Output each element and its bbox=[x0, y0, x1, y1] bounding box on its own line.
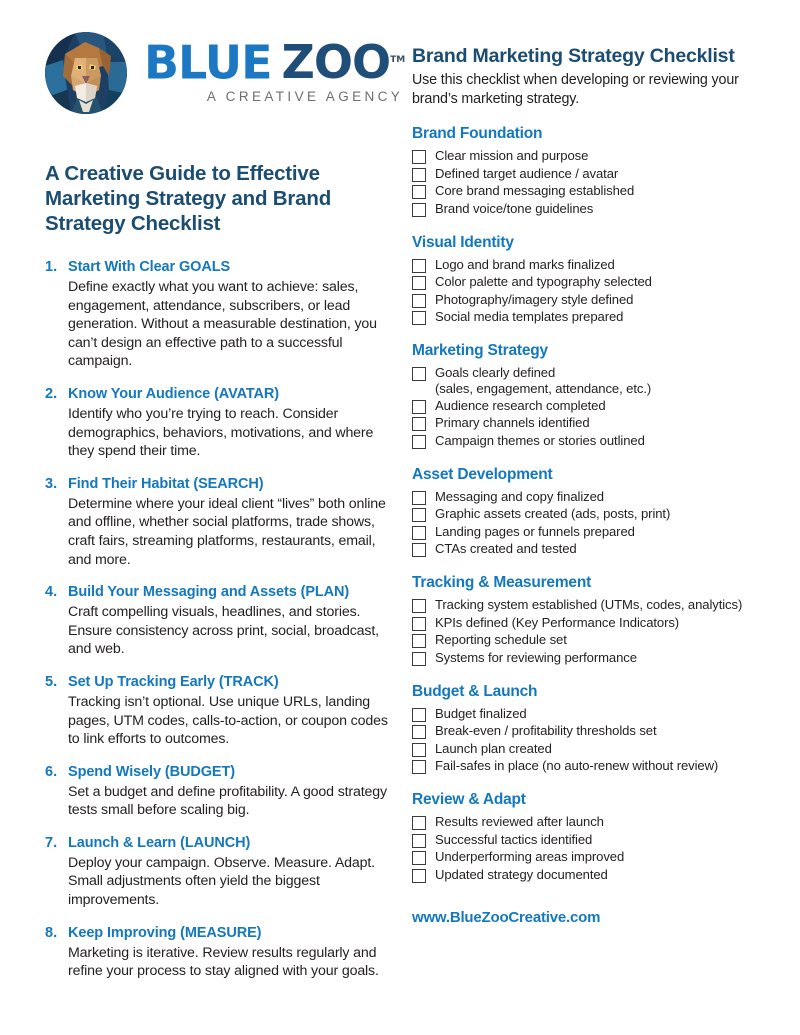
checklist-item-label-line2: (sales, engagement, attendance, etc.) bbox=[435, 380, 652, 396]
checkbox-icon[interactable] bbox=[412, 491, 426, 505]
step-title: Know Your Audience (AVATAR) bbox=[68, 385, 280, 402]
checklist-item[interactable] bbox=[412, 723, 762, 739]
checklist-item-label: CTAs created and tested bbox=[435, 541, 577, 557]
checklist-item[interactable] bbox=[412, 615, 762, 631]
checklist-item-label: Results reviewed after launch bbox=[435, 814, 604, 830]
checklist-section-budget-launch bbox=[412, 683, 762, 775]
checkbox-icon[interactable] bbox=[412, 259, 426, 273]
checklist-item-label: Break-even / profitability thresholds set bbox=[435, 723, 657, 739]
step-title: Build Your Messaging and Assets (PLAN) bbox=[68, 584, 350, 601]
step-text: Define exactly what you want to achieve: sales, engagement, attendance, subscribers, or lead generation. Without a measurable destination, you can’t design an effective path to a successful campaign. bbox=[68, 279, 377, 370]
brand-logo-lockup bbox=[45, 30, 406, 125]
checklist-item[interactable] bbox=[412, 650, 762, 666]
checklist-section-review-adapt bbox=[412, 791, 762, 883]
checklist-item-label: Core brand messaging established bbox=[435, 183, 635, 199]
step-text: Marketing is iterative. Review results regularly and refine your process to stay aligned with your goals. bbox=[68, 944, 379, 980]
checklist-item-label: Systems for reviewing performance bbox=[435, 649, 637, 665]
checklist-item-label: Messaging and copy finalized bbox=[435, 488, 604, 504]
checklist-item[interactable] bbox=[412, 814, 762, 830]
checkbox-icon[interactable] bbox=[412, 816, 426, 830]
checkbox-icon[interactable] bbox=[412, 150, 426, 164]
trademark-symbol: TM bbox=[390, 55, 406, 65]
checklist-item[interactable] bbox=[412, 489, 762, 505]
checklist-item-label: Logo and brand marks finalized bbox=[435, 256, 615, 272]
checklist-item-label: Tracking system established (UTMs, codes, analytics) bbox=[435, 597, 743, 613]
lion-head-logo-icon bbox=[45, 32, 127, 114]
checkbox-icon[interactable] bbox=[412, 168, 426, 182]
checklist-item-label: Audience research completed bbox=[435, 397, 606, 413]
section-heading: Brand Foundation bbox=[412, 125, 543, 143]
step-title: Spend Wisely (BUDGET) bbox=[68, 763, 235, 780]
checkbox-icon[interactable] bbox=[412, 508, 426, 522]
checklist-item-label: Defined target audience / avatar bbox=[435, 165, 619, 181]
section-heading: Marketing Strategy bbox=[412, 342, 548, 360]
checkbox-icon[interactable] bbox=[412, 203, 426, 217]
checklist-item-label: Color palette and typography selected bbox=[435, 274, 652, 290]
checklist-item-label: Budget finalized bbox=[435, 705, 527, 721]
checklist-item[interactable] bbox=[412, 292, 762, 308]
checkbox-icon[interactable] bbox=[412, 367, 426, 381]
checklist-item[interactable] bbox=[412, 867, 762, 883]
checklist-item[interactable] bbox=[412, 741, 762, 757]
step-item bbox=[45, 385, 390, 461]
step-text: Craft compelling visuals, headlines, and stories. Ensure consistency across print, social, broadcast, and web. bbox=[68, 604, 379, 658]
step-title: Find Their Habitat (SEARCH) bbox=[68, 475, 264, 492]
step-number: 5. bbox=[45, 673, 58, 690]
checklist-item[interactable] bbox=[412, 849, 762, 865]
checkbox-icon[interactable] bbox=[412, 708, 426, 722]
checklist-section-tracking-measurement bbox=[412, 574, 762, 666]
checklist-item-label: Launch plan created bbox=[435, 740, 552, 756]
checklist-item[interactable] bbox=[412, 183, 762, 199]
checkbox-icon[interactable] bbox=[412, 276, 426, 290]
checklist-item[interactable] bbox=[412, 433, 762, 449]
checklist-item-label: Primary channels identified bbox=[435, 415, 590, 431]
checklist-item[interactable] bbox=[412, 257, 762, 273]
step-title: Launch & Learn (LAUNCH) bbox=[68, 834, 251, 851]
wordmark-blue: BLUE bbox=[144, 35, 272, 90]
checklist-item-label: Social media templates prepared bbox=[435, 309, 624, 325]
step-item bbox=[45, 834, 390, 910]
checkbox-icon[interactable] bbox=[412, 869, 426, 883]
checklist-section-brand-foundation bbox=[412, 125, 762, 217]
checkbox-icon[interactable] bbox=[412, 400, 426, 414]
section-heading: Budget & Launch bbox=[412, 682, 538, 700]
checklist-item-label: Campaign themes or stories outlined bbox=[435, 432, 645, 448]
right-column bbox=[412, 44, 762, 926]
section-heading: Asset Development bbox=[412, 465, 553, 483]
checkbox-icon[interactable] bbox=[412, 294, 426, 308]
step-text: Identify who you’re trying to reach. Consider demographics, behaviors, motivations, and where they spend their time. bbox=[68, 405, 374, 460]
checkbox-icon[interactable] bbox=[412, 834, 426, 848]
step-text: Set a budget and define profitability. A good strategy tests small before scaling big. bbox=[68, 783, 387, 819]
checklist-item-label: Graphic assets created (ads, posts, print) bbox=[435, 506, 671, 522]
step-item bbox=[45, 673, 390, 749]
checkbox-icon[interactable] bbox=[412, 743, 426, 757]
brand-wordmark bbox=[144, 30, 405, 104]
checklist-item[interactable] bbox=[412, 541, 762, 557]
checklist-item[interactable] bbox=[412, 166, 762, 182]
step-item bbox=[45, 583, 390, 659]
checklist-item-label: Successful tactics identified bbox=[435, 831, 593, 847]
checkbox-icon[interactable] bbox=[412, 417, 426, 431]
left-column bbox=[45, 30, 406, 995]
checklist-subtitle: Use this checklist when developing or reviewing your brand’s marketing strategy. bbox=[412, 72, 739, 107]
checklist-item[interactable] bbox=[412, 148, 762, 164]
checkbox-icon[interactable] bbox=[412, 634, 426, 648]
checkbox-icon[interactable] bbox=[412, 652, 426, 666]
checklist-section-asset-development bbox=[412, 466, 762, 558]
checklist-item-label: Reporting schedule set bbox=[435, 632, 567, 648]
checklist-item[interactable] bbox=[412, 632, 762, 648]
step-number: 3. bbox=[45, 475, 58, 492]
checkbox-icon[interactable] bbox=[412, 311, 426, 325]
step-number: 8. bbox=[45, 924, 58, 941]
brand-tagline: A CREATIVE AGENCY bbox=[206, 89, 404, 105]
checklist-item-label: Landing pages or funnels prepared bbox=[435, 523, 635, 539]
checklist-item-label: Underperforming areas improved bbox=[435, 849, 625, 865]
checklist-item[interactable] bbox=[412, 398, 762, 414]
step-text: Determine where your ideal client “lives” both online and offline, whether social platforms, trade shows, craft fairs, streaming platforms, restaurants, email, and more. bbox=[68, 495, 386, 568]
checkbox-icon[interactable] bbox=[412, 760, 426, 774]
step-item bbox=[45, 924, 390, 981]
step-item bbox=[45, 475, 390, 569]
checkbox-icon[interactable] bbox=[412, 851, 426, 865]
checklist-section-visual-identity bbox=[412, 234, 762, 326]
checklist-item-label bbox=[435, 365, 651, 396]
checklist-item[interactable] bbox=[412, 506, 762, 522]
checklist-title: Brand Marketing Strategy Checklist bbox=[412, 45, 735, 67]
checklist-item[interactable] bbox=[412, 309, 762, 325]
wordmark-zoo: ZOO bbox=[281, 35, 391, 90]
checkbox-icon[interactable] bbox=[412, 526, 426, 540]
checklist-item[interactable] bbox=[412, 201, 762, 217]
section-heading: Tracking & Measurement bbox=[412, 574, 592, 592]
step-title: Keep Improving (MEASURE) bbox=[68, 924, 262, 941]
step-number: 4. bbox=[45, 584, 58, 601]
step-item bbox=[45, 763, 390, 820]
guide-title: A Creative Guide to Effective Marketing Strategy and Brand Strategy Checklist bbox=[45, 162, 332, 235]
checkbox-icon[interactable] bbox=[412, 185, 426, 199]
checklist-item-label: KPIs defined (Key Performance Indicators) bbox=[435, 614, 680, 630]
checklist-item[interactable] bbox=[412, 832, 762, 848]
checkbox-icon[interactable] bbox=[412, 543, 426, 557]
step-text: Deploy your campaign. Observe. Measure. Adapt. Small adjustments often yield the biggest improvements. bbox=[68, 854, 375, 909]
checkbox-icon[interactable] bbox=[412, 435, 426, 449]
checklist-item[interactable] bbox=[412, 597, 762, 613]
checkbox-icon[interactable] bbox=[412, 599, 426, 613]
step-text: Tracking isn’t optional. Use unique URLs, landing pages, UTM codes, calls-to-action, or coupon codes to link efforts to outcomes. bbox=[68, 693, 388, 748]
section-heading: Review & Adapt bbox=[412, 791, 526, 809]
checklist-item[interactable] bbox=[412, 365, 762, 396]
checkbox-icon[interactable] bbox=[412, 725, 426, 739]
checklist-item[interactable] bbox=[412, 758, 762, 774]
step-number: 6. bbox=[45, 763, 58, 780]
checklist-item[interactable] bbox=[412, 274, 762, 290]
section-heading: Visual Identity bbox=[412, 233, 514, 251]
step-title: Start With Clear GOALS bbox=[68, 259, 231, 275]
checklist-item-label: Fail-safes in place (no auto-renew without review) bbox=[435, 758, 719, 774]
checklist-item[interactable] bbox=[412, 524, 762, 540]
step-number: 7. bbox=[45, 834, 58, 851]
website-link[interactable]: www.BlueZooCreative.com bbox=[412, 908, 601, 926]
checklist-item-label: Clear mission and purpose bbox=[435, 148, 589, 164]
checklist-item-label: Brand voice/tone guidelines bbox=[435, 200, 594, 216]
checklist-item[interactable] bbox=[412, 415, 762, 431]
checklist-item[interactable] bbox=[412, 706, 762, 722]
steps-list bbox=[45, 258, 390, 981]
step-number: 1. bbox=[45, 259, 58, 275]
checklist-item-label-line1: Goals clearly defined bbox=[435, 365, 556, 381]
step-title: Set Up Tracking Early (TRACK) bbox=[68, 673, 279, 690]
step-item bbox=[45, 258, 390, 371]
checklist-section-marketing-strategy bbox=[412, 342, 762, 449]
checkbox-icon[interactable] bbox=[412, 617, 426, 631]
step-number: 2. bbox=[45, 385, 58, 402]
checklist-item-label: Updated strategy documented bbox=[435, 866, 608, 882]
checklist-item-label: Photography/imagery style defined bbox=[435, 291, 634, 307]
